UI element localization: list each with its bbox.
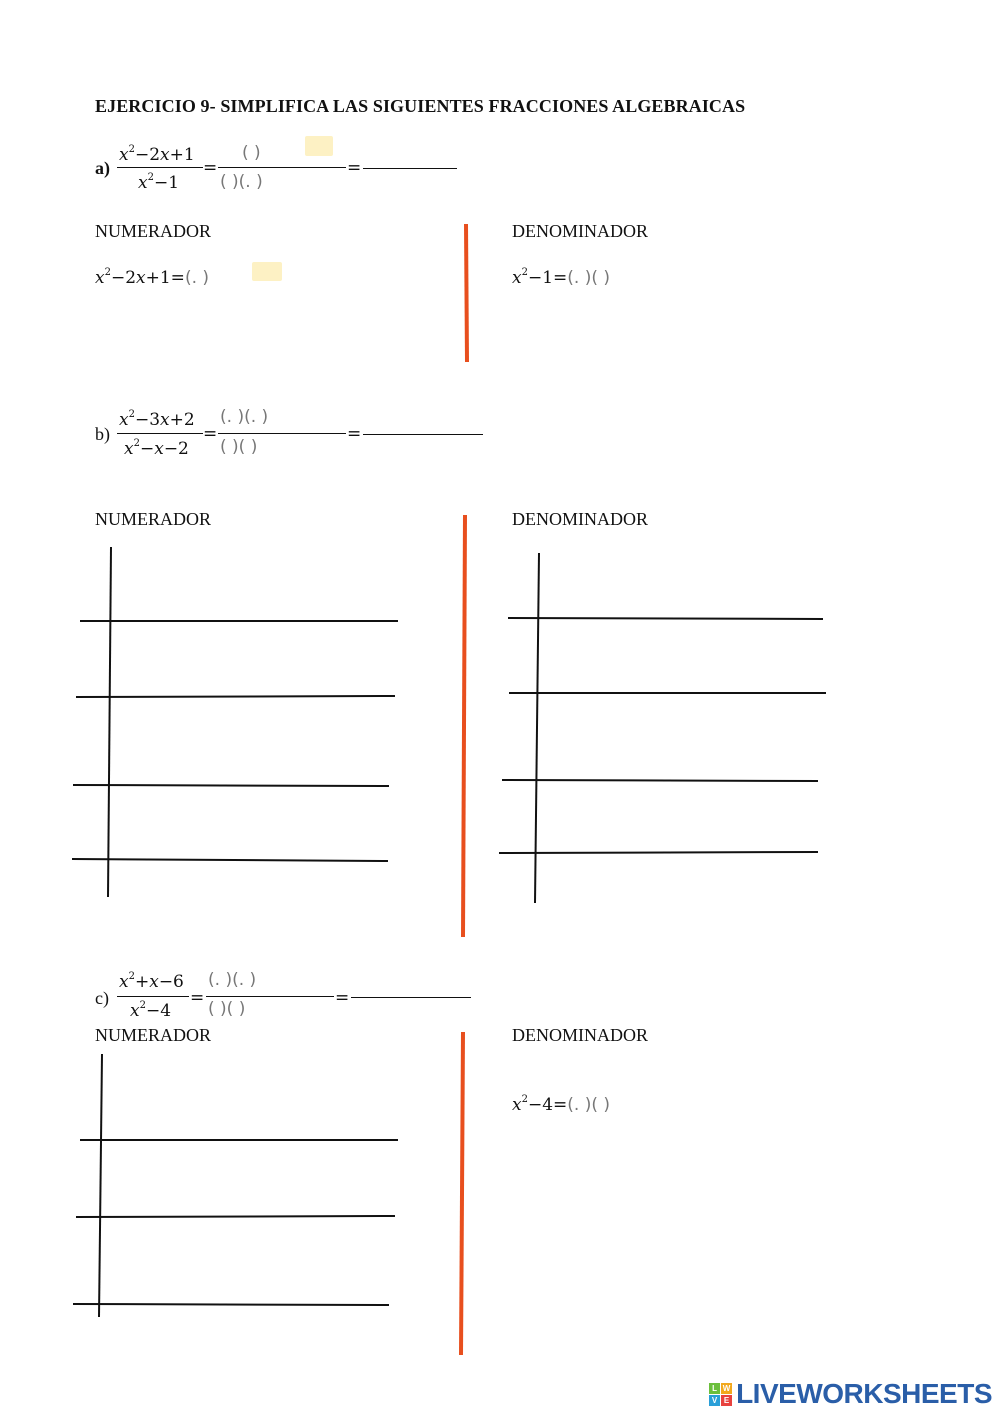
part-a-denominator: $x^2-1$ [138, 172, 180, 193]
part-b-equals: = [203, 424, 218, 444]
part-a-label: a) [95, 158, 110, 178]
part-a-numerador-label: NUMERADOR [95, 221, 212, 241]
divider-b [463, 515, 465, 937]
part-c-answer-numerator[interactable]: (. )(. ) [208, 970, 257, 990]
divider-a [466, 224, 467, 362]
part-a-numerator: $x^2-2x+1$ [119, 144, 195, 165]
logo-icon: L W V E [709, 1383, 732, 1406]
part-a-answer-denominator[interactable]: ( )(. ) [220, 172, 263, 192]
part-a-denominador-label: DENOMINADOR [512, 221, 648, 241]
part-a-numerator-factor-input[interactable]: (. ) [184, 268, 210, 288]
part-c-denominator-factor-input[interactable]: (. )( ) [567, 1095, 611, 1115]
part-c-denominador-label: DENOMINADOR [512, 1025, 648, 1045]
part-b-numerator-ruffini-grid [72, 547, 398, 897]
part-b-denominator-ruffini-grid [499, 553, 826, 903]
part-a-denominator-work: $x^2-1=$(. )( ) [512, 267, 611, 288]
part-c-label: c) [95, 988, 109, 1008]
part-a-denominator-factor-input[interactable]: (. )( ) [567, 268, 611, 288]
part-c-denominator-work: $x^2-4=$(. )( ) [512, 1094, 611, 1115]
part-c-numerator: $x^2+x-6$ [119, 971, 184, 992]
part-c-equals: = [190, 988, 205, 1008]
divider-c [461, 1032, 463, 1355]
part-b-numerator: $x^2-3x+2$ [119, 409, 195, 430]
part-b-answer-denominator[interactable]: ( )( ) [220, 437, 258, 457]
part-b-equals-2: = [347, 424, 362, 444]
part-c-numerador-label: NUMERADOR [95, 1025, 212, 1045]
part-a-equals-2: = [347, 158, 362, 178]
part-b-label: b) [95, 424, 110, 444]
part-a-equals: = [203, 158, 218, 178]
exercise-title: EJERCICIO 9- SIMPLIFICA LAS SIGUIENTES FRACCIONES ALGEBRAICAS [95, 96, 746, 116]
part-b-answer-numerator[interactable]: (. )(. ) [220, 407, 269, 427]
part-a-numerator-work: $x^2-2x+1=$(. ) [95, 267, 210, 288]
logo-text: LIVEWORKSHEETS [736, 1378, 992, 1409]
liveworksheets-logo [709, 1378, 992, 1410]
part-b-denominador-label: DENOMINADOR [512, 509, 648, 529]
part-b-denominator: $x^2-x-2$ [124, 438, 189, 459]
part-c-numerator-ruffini-grid [73, 1054, 398, 1317]
part-b-numerador-label: NUMERADOR [95, 509, 212, 529]
part-c-denominator: $x^2-4$ [130, 1000, 172, 1021]
part-a-answer-numerator[interactable]: ( ) [242, 143, 261, 163]
part-c-answer-denominator[interactable]: ( )( ) [208, 999, 246, 1019]
part-c-equals-2: = [335, 988, 350, 1008]
